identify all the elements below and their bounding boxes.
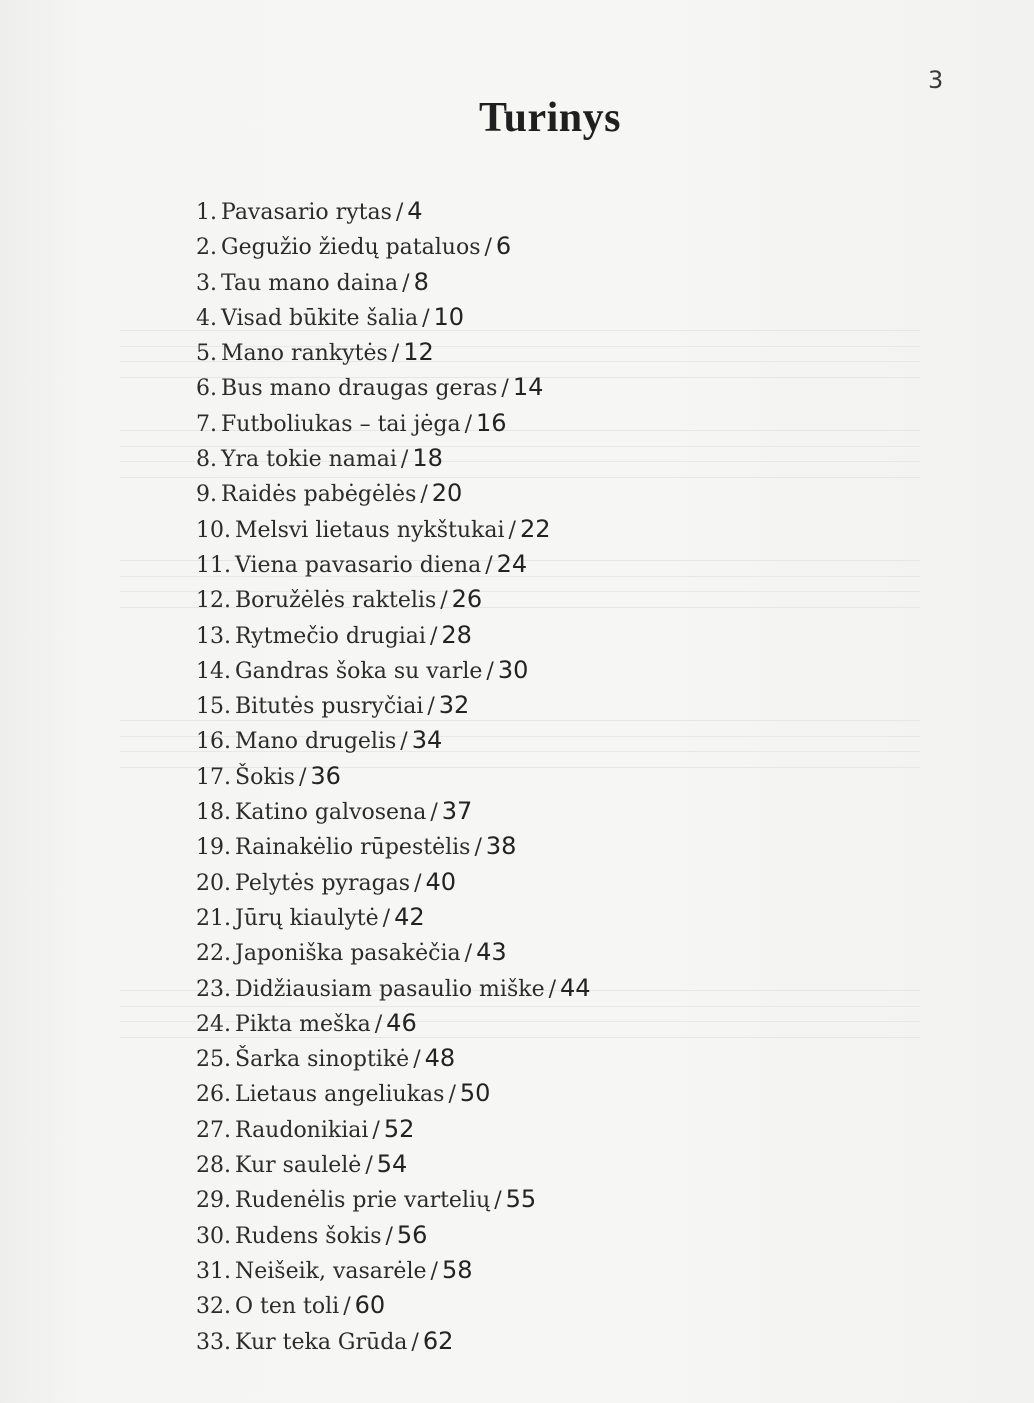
toc-entry bbox=[196, 1076, 591, 1111]
toc-entry bbox=[196, 723, 591, 758]
toc-entry-number: 1. bbox=[196, 200, 217, 225]
toc-entry-title: Futboliukas – tai jėga bbox=[221, 411, 461, 437]
toc-entry-number: 29. bbox=[196, 1188, 231, 1214]
toc-entry-title: Visad būkite šalia bbox=[221, 305, 419, 331]
toc-entry-title: Lietaus angeliukas bbox=[235, 1082, 445, 1108]
toc-entry-page: 40 bbox=[425, 867, 457, 896]
toc-entry-page: 42 bbox=[394, 902, 425, 931]
toc-entry-number: 6. bbox=[196, 376, 217, 402]
toc-entry-title: Šarka sinoptikė bbox=[235, 1047, 410, 1073]
toc-entry-title: Pikta meška bbox=[235, 1011, 371, 1037]
toc-entry-page: 8 bbox=[413, 267, 429, 296]
toc-entry bbox=[196, 1218, 591, 1253]
toc-entry-page: 16 bbox=[476, 408, 507, 437]
toc-entry-separator: / bbox=[414, 870, 422, 896]
toc-entry bbox=[196, 194, 591, 229]
table-of-contents bbox=[196, 194, 591, 1359]
toc-entry-page: 22 bbox=[519, 514, 551, 543]
toc-entry-title: Jūrų kiaulytė bbox=[235, 905, 379, 931]
toc-entry-page: 52 bbox=[383, 1114, 415, 1143]
toc-entry-number: 25. bbox=[196, 1047, 231, 1073]
toc-entry-page: 30 bbox=[497, 655, 529, 684]
toc-entry-number: 26. bbox=[196, 1082, 231, 1108]
page-number: 3 bbox=[928, 66, 944, 94]
toc-entry-title: Šokis bbox=[235, 764, 295, 790]
toc-entry bbox=[196, 1006, 591, 1041]
toc-entry-number: 7. bbox=[196, 411, 217, 437]
toc-entry-separator: / bbox=[298, 764, 307, 790]
toc-entry-number: 18. bbox=[196, 800, 231, 826]
toc-entry-separator: / bbox=[430, 1258, 438, 1284]
toc-entry-number: 32. bbox=[196, 1294, 231, 1320]
toc-entry-title: Japoniška pasakėčia bbox=[235, 941, 461, 967]
toc-entry bbox=[196, 1112, 591, 1147]
toc-entry-separator: / bbox=[508, 517, 516, 543]
toc-entry-number: 23. bbox=[196, 976, 231, 1002]
toc-entry bbox=[196, 794, 591, 829]
toc-entry-page: 36 bbox=[310, 761, 341, 790]
toc-entry-separator: / bbox=[391, 341, 400, 367]
toc-entry-title: Tau mano daina bbox=[221, 270, 399, 296]
toc-entry bbox=[196, 1288, 591, 1323]
toc-entry-number: 12. bbox=[196, 588, 231, 614]
toc-entry-page: 54 bbox=[376, 1150, 408, 1179]
toc-entry-separator: / bbox=[440, 588, 448, 614]
toc-entry-page: 6 bbox=[495, 232, 512, 261]
toc-entry-number: 16. bbox=[196, 729, 231, 755]
toc-entry-separator: / bbox=[385, 1223, 393, 1249]
toc-entry-separator: / bbox=[374, 1011, 383, 1037]
toc-entry-title: Raudonikiai bbox=[235, 1117, 369, 1143]
toc-entry-title: Gandras šoka su varle bbox=[235, 658, 483, 684]
toc-entry-page: 56 bbox=[396, 1220, 428, 1249]
toc-entry bbox=[196, 512, 591, 547]
toc-entry bbox=[196, 1041, 591, 1076]
toc-entry-title: Yra tokie namai bbox=[221, 447, 397, 473]
toc-entry-page: 18 bbox=[412, 444, 443, 473]
toc-entry-number: 8. bbox=[196, 447, 217, 473]
toc-entry-separator: / bbox=[420, 482, 428, 508]
toc-entry-page: 58 bbox=[441, 1255, 473, 1284]
toc-entry bbox=[196, 829, 591, 864]
toc-entry-number: 22. bbox=[196, 941, 231, 967]
toc-entry-number: 27. bbox=[196, 1117, 231, 1143]
toc-entry-title: Kur saulelė bbox=[235, 1153, 362, 1179]
toc-entry-title: Bus mano draugas geras bbox=[221, 376, 498, 402]
toc-entry-number: 5. bbox=[196, 341, 217, 367]
toc-entry bbox=[196, 441, 591, 476]
toc-entry-page: 24 bbox=[496, 549, 528, 578]
toc-entry-separator: / bbox=[402, 270, 410, 296]
toc-entry-title: Rudenėlis prie vartelių bbox=[235, 1188, 491, 1214]
toc-entry-number: 30. bbox=[196, 1223, 231, 1249]
toc-entry bbox=[196, 229, 591, 264]
toc-entry-number: 17. bbox=[196, 764, 231, 790]
toc-entry bbox=[196, 1182, 591, 1217]
toc-entry-page: 62 bbox=[422, 1326, 454, 1355]
toc-entry-page: 34 bbox=[411, 726, 443, 755]
toc-entry-page: 60 bbox=[354, 1291, 386, 1320]
toc-entry-separator: / bbox=[382, 905, 391, 931]
toc-entry-separator: / bbox=[484, 235, 492, 261]
toc-entry bbox=[196, 1147, 591, 1182]
toc-entry bbox=[196, 547, 591, 582]
toc-entry-page: 28 bbox=[441, 620, 472, 649]
toc-entry-number: 21. bbox=[196, 905, 231, 931]
toc-entry-number: 14. bbox=[196, 658, 231, 684]
toc-entry bbox=[196, 370, 591, 405]
toc-entry bbox=[196, 300, 591, 335]
toc-entry-page: 38 bbox=[485, 832, 517, 861]
toc-entry-separator: / bbox=[427, 694, 435, 720]
toc-entry-title: Raidės pabėgėlės bbox=[221, 482, 417, 508]
toc-entry bbox=[196, 900, 591, 935]
toc-entry-title: Mano rankytės bbox=[221, 341, 388, 367]
toc-entry-number: 19. bbox=[196, 835, 231, 861]
toc-entry-number: 9. bbox=[196, 482, 217, 508]
toc-entry-title: Didžiausiam pasaulio miške bbox=[235, 976, 545, 1002]
toc-entry-page: 37 bbox=[441, 797, 473, 826]
toc-entry bbox=[196, 1253, 591, 1288]
toc-entry bbox=[196, 618, 591, 653]
toc-entry-separator: / bbox=[548, 976, 557, 1002]
toc-entry-separator: / bbox=[395, 200, 404, 225]
toc-entry-page: 44 bbox=[560, 973, 591, 1002]
toc-entry-title: Kur teka Grūda bbox=[235, 1329, 408, 1355]
toc-entry-number: 33. bbox=[196, 1329, 231, 1355]
toc-entry bbox=[196, 406, 591, 441]
toc-entry-separator: / bbox=[448, 1082, 456, 1108]
toc-entry-title: Neišeik, vasarėle bbox=[235, 1258, 427, 1284]
toc-entry bbox=[196, 582, 591, 617]
toc-entry-separator: / bbox=[411, 1329, 419, 1355]
toc-entry-title: Rainakėlio rūpestėlis bbox=[235, 835, 471, 861]
toc-entry bbox=[196, 335, 591, 370]
toc-entry-title: Viena pavasario diena bbox=[235, 552, 482, 578]
toc-entry-separator: / bbox=[501, 376, 509, 402]
toc-entry-number: 20. bbox=[196, 870, 231, 896]
toc-entry-separator: / bbox=[400, 447, 409, 473]
toc-entry-number: 31. bbox=[196, 1258, 231, 1284]
toc-entry-separator: / bbox=[464, 411, 473, 437]
toc-entry-separator: / bbox=[486, 658, 494, 684]
toc-entry-separator: / bbox=[464, 941, 473, 967]
toc-entry-page: 43 bbox=[476, 938, 507, 967]
toc-entry-title: Melsvi lietaus nykštukai bbox=[235, 517, 505, 543]
page-title: Turinys bbox=[478, 95, 622, 141]
toc-entry-separator: / bbox=[474, 835, 482, 861]
toc-entry-page: 12 bbox=[403, 338, 434, 367]
toc-entry-title: Pavasario rytas bbox=[221, 200, 392, 225]
toc-entry bbox=[196, 476, 591, 511]
toc-entry-number: 4. bbox=[196, 305, 217, 331]
toc-entry-page: 26 bbox=[451, 585, 483, 614]
toc-entry-title: Katino galvosena bbox=[235, 800, 427, 826]
toc-entry-title: Bitutės pusryčiai bbox=[235, 694, 424, 720]
toc-entry-separator: / bbox=[430, 800, 438, 826]
toc-entry-separator: / bbox=[413, 1047, 421, 1073]
toc-entry-page: 48 bbox=[424, 1044, 456, 1073]
toc-entry-title: Mano drugelis bbox=[235, 729, 397, 755]
toc-entry-page: 14 bbox=[512, 373, 544, 402]
toc-entry-separator: / bbox=[485, 552, 493, 578]
toc-entry-page: 46 bbox=[386, 1008, 417, 1037]
toc-entry-page: 20 bbox=[431, 479, 463, 508]
toc-entry bbox=[196, 688, 591, 723]
toc-entry-number: 24. bbox=[196, 1011, 231, 1037]
toc-entry-page: 50 bbox=[459, 1079, 491, 1108]
toc-entry-title: Pelytės pyragas bbox=[235, 870, 411, 896]
toc-entry-title: Boružėlės raktelis bbox=[235, 588, 437, 614]
toc-entry-title: Rytmečio drugiai bbox=[235, 623, 426, 649]
toc-entry-number: 3. bbox=[196, 270, 217, 296]
toc-entry-separator: / bbox=[343, 1294, 351, 1320]
toc-entry-page: 10 bbox=[433, 302, 465, 331]
toc-entry bbox=[196, 865, 591, 900]
toc-entry-title: O ten toli bbox=[235, 1294, 340, 1320]
toc-entry bbox=[196, 265, 591, 300]
toc-entry-number: 15. bbox=[196, 694, 231, 720]
toc-entry-number: 10. bbox=[196, 517, 231, 543]
toc-entry bbox=[196, 935, 591, 970]
toc-entry bbox=[196, 1324, 591, 1359]
toc-entry-number: 11. bbox=[196, 552, 231, 578]
toc-entry bbox=[196, 653, 591, 688]
toc-entry-page: 55 bbox=[505, 1185, 537, 1214]
toc-entry-separator: / bbox=[400, 729, 408, 755]
toc-entry bbox=[196, 759, 591, 794]
toc-entry-title: Rudens šokis bbox=[235, 1223, 382, 1249]
toc-entry-separator: / bbox=[494, 1188, 502, 1214]
toc-entry-number: 13. bbox=[196, 623, 231, 649]
toc-entry bbox=[196, 971, 591, 1006]
toc-entry-separator: / bbox=[372, 1117, 380, 1143]
toc-entry-separator: / bbox=[422, 305, 430, 331]
toc-entry-page: 32 bbox=[438, 691, 470, 720]
toc-entry-number: 28. bbox=[196, 1153, 231, 1179]
toc-entry-number: 2. bbox=[196, 235, 217, 261]
toc-entry-page: 4 bbox=[407, 197, 423, 225]
toc-entry-separator: / bbox=[365, 1153, 373, 1179]
toc-entry-title: Gegužio žiedų pataluos bbox=[221, 235, 481, 261]
toc-entry-separator: / bbox=[429, 623, 438, 649]
